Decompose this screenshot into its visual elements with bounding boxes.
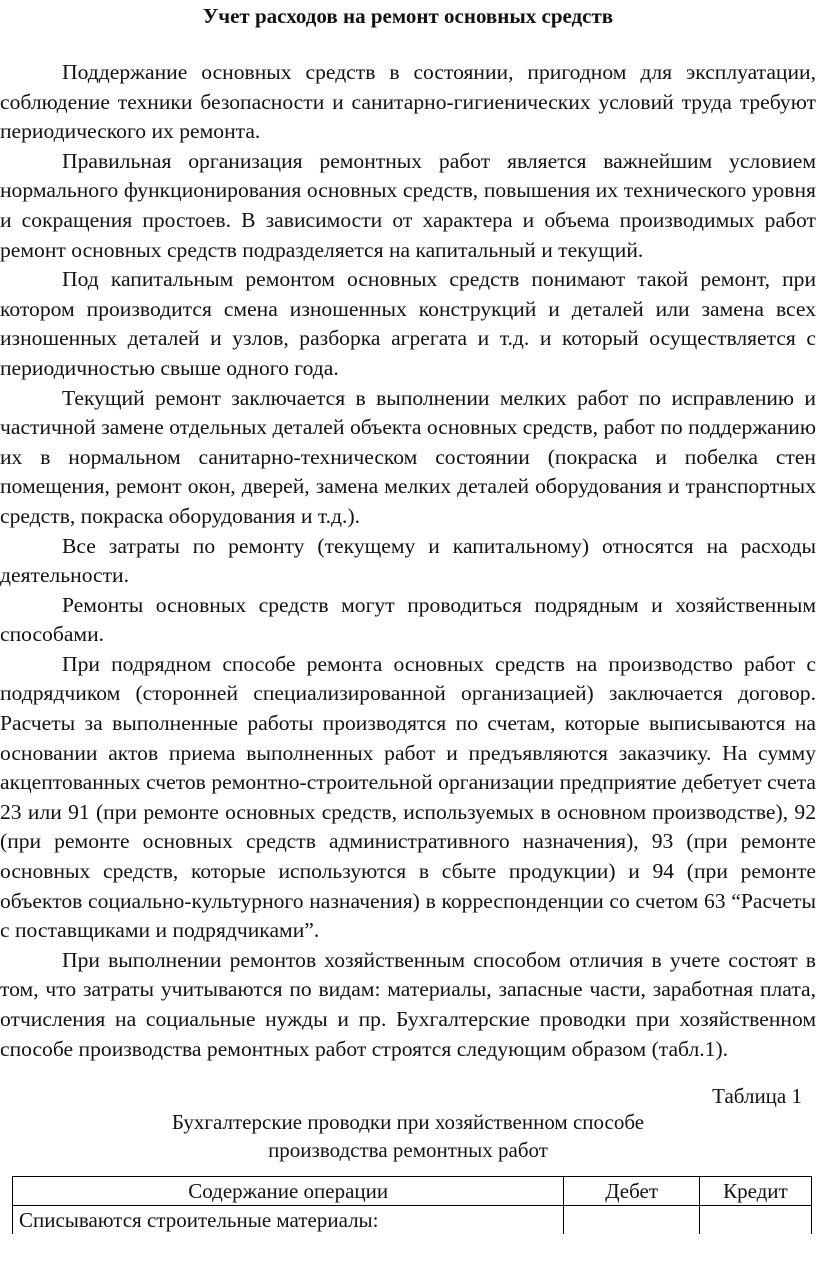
paragraph: Ремонты основных средств могут проводиться подрядным и хозяйственным способами.: [0, 592, 816, 647]
table-number: Таблица 1: [712, 1084, 802, 1108]
table-header-row: [13, 1177, 812, 1206]
paragraph: Под капитальным ремонтом основных средств понимают такой ремонт, при котором производится смена изношенных конструкций и деталей или замена всех изношенных деталей и узлов, разборка агрегата и т.д. и который осуществляется с периодичностью свыше одного года.: [0, 267, 816, 380]
paragraph: Поддержание основных средств в состоянии, пригодном для эксплуатации, соблюдение техники безопасности и санитарно-гигиенических условий труда требуют периодического их ремонта.: [0, 60, 816, 144]
header-debit: Дебет: [564, 1177, 699, 1206]
header-credit: Кредит: [699, 1177, 811, 1206]
paragraph: При выполнении ремонтов хозяйственным способом отличия в учете состоят в том, что затраты учитываются по видам: материалы, запасные части, заработная плата, отчисления на социальные нужды и пр. Бухгалтерские проводки при хозяйственном способе производства ремонтных работ строятся следующим образом (табл.1).: [0, 947, 816, 1061]
table-caption: [0, 1108, 816, 1164]
cell-operation: Списываются строительные материалы:: [13, 1206, 564, 1235]
table-caption-line: Бухгалтерские проводки при хозяйственном способе: [171, 1110, 645, 1134]
table-caption-line: производства ремонтных работ: [268, 1138, 548, 1162]
cell-credit: [699, 1206, 811, 1235]
paragraph: При подрядном способе ремонта основных средств на производство работ с подрядчиком (сторонней специализированной организацией) заключается договор. Расчеты за выполненные работы производятся по счетам, которые выписываются на основании актов приема выполненных работ и предъявляются заказчику. На сумму акцептованных счетов ремонтно-строительной организации предприятие дебетует счета 23 или 91 (при ремонте основных средств, используемых в основном производстве), 92 (при ремонте основных средств административного назначения), 93 (при ремонте основных средств, которые используются в сбыте продукции) и 94 (при ремонте объектов социально-культурного назначения) в корреспонденции со счетом 63 “Расчеты с поставщиками и подрядчиками”.: [0, 651, 816, 943]
paragraph: Все затраты по ремонту (текущему и капитальному) относятся на расходы деятельности.: [0, 533, 816, 588]
cell-debit: [564, 1206, 699, 1235]
body-text: [0, 58, 816, 1064]
header-operation: Содержание операции: [13, 1177, 564, 1206]
document-title: Учет расходов на ремонт основных средств: [202, 4, 614, 28]
table-row: [13, 1206, 812, 1235]
paragraph: Текущий ремонт заключается в выполнении мелких работ по исправлению и частичной замене отдельных деталей объекта основных средств, работ по поддержанию их в нормальном санитарно-техническом состоянии (покраска и побелка стен помещения, ремонт окон, дверей, замена мелких деталей оборудования и транспортных средств, покраска оборудования и т.д.).: [0, 385, 816, 528]
paragraph: Правильная организация ремонтных работ является важнейшим условием нормального функционирования основных средств, повышения их технического уровня и сокращения простоев. В зависимости от характера и объема производимых работ ремонт основных средств подразделяется на капитальный и текущий.: [0, 148, 816, 262]
postings-table: [12, 1176, 812, 1234]
